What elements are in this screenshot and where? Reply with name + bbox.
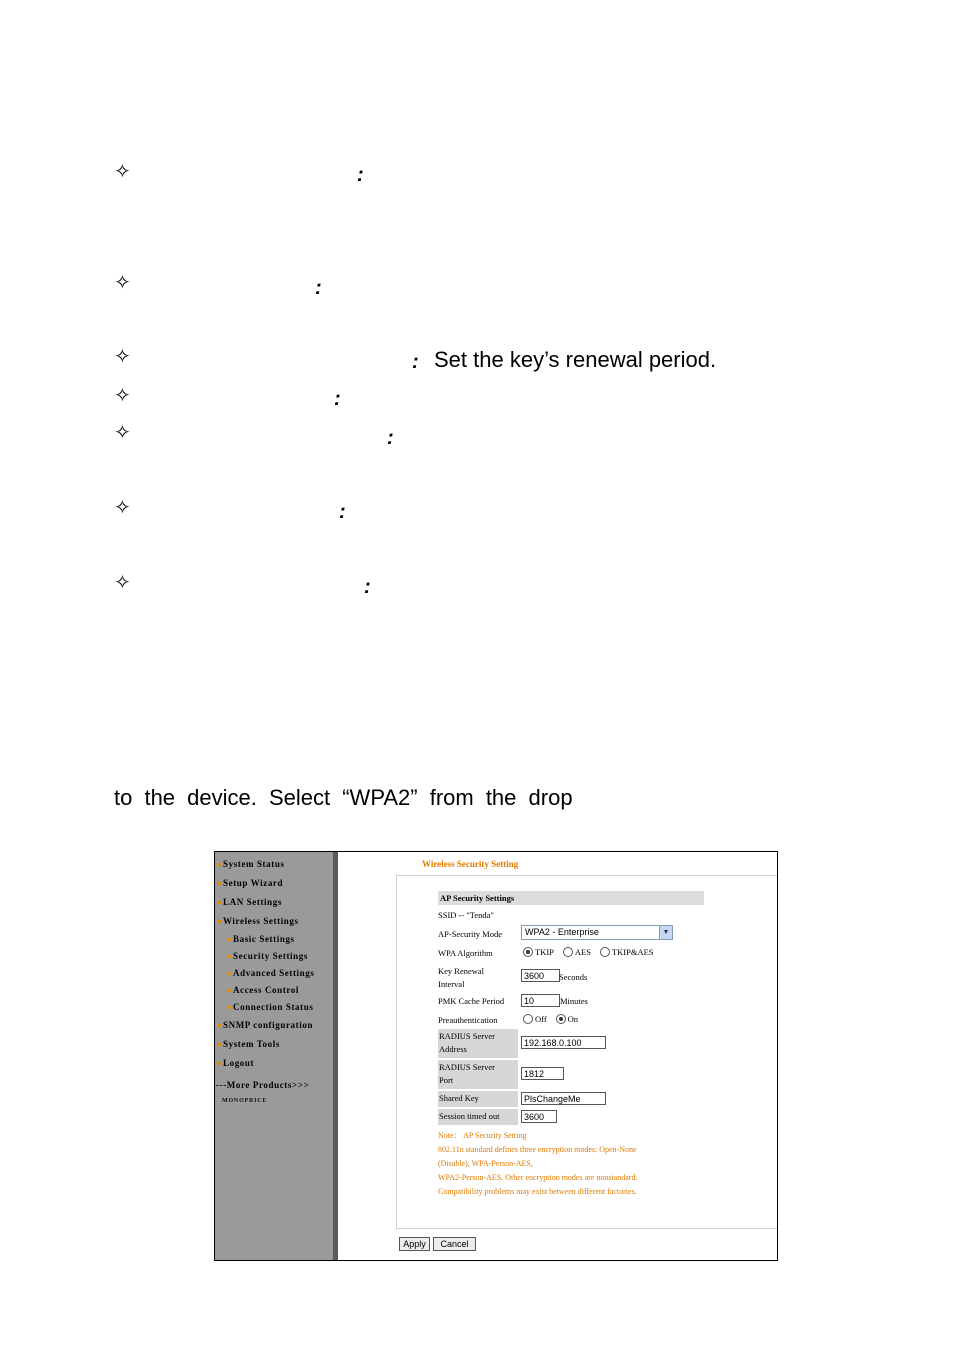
- main-panel: [338, 852, 777, 1260]
- sidebar-item-system-status[interactable]: System Status: [218, 859, 285, 869]
- monoprice-logo: MONOPRICE: [222, 1098, 268, 1104]
- page-title: Wireless Security Setting: [422, 859, 519, 869]
- bullet-dot-icon: [218, 863, 221, 866]
- pmk-input[interactable]: 10: [521, 994, 560, 1007]
- key-renewal-input[interactable]: 3600: [521, 969, 560, 982]
- radius-port-input[interactable]: 1812: [521, 1067, 564, 1080]
- bullet-colon: :: [357, 164, 364, 186]
- note-line: Note： AP Security Setting: [438, 1131, 527, 1140]
- pmk-label: PMK Cache Period: [438, 996, 505, 1006]
- bullet-dot-icon: [218, 882, 221, 885]
- radio-label: Off: [535, 1014, 547, 1024]
- bullet-dot-icon: [218, 1024, 221, 1027]
- star-bullet-icon: ✧: [114, 385, 131, 407]
- key-renewal-label-line: Key Renewal: [438, 966, 485, 976]
- divider: [396, 1228, 777, 1229]
- sidebar-item-logout[interactable]: Logout: [218, 1058, 254, 1068]
- key-renewal-label-line: Interval: [438, 979, 465, 989]
- session-timeout-input[interactable]: 3600: [521, 1110, 557, 1123]
- radius-address-label: [438, 1029, 518, 1058]
- bullet-dot-icon: [228, 938, 231, 941]
- note-line: (Disable), WPA-Person-AES,: [438, 1159, 533, 1168]
- radius-port-label: [438, 1060, 518, 1089]
- radio-off[interactable]: [523, 1014, 533, 1024]
- bullet-dot-icon: [218, 920, 221, 923]
- sidebar-item-wireless-settings[interactable]: Wireless Settings: [218, 916, 299, 926]
- sidebar-item-basic-settings[interactable]: Basic Settings: [228, 934, 295, 944]
- security-mode-label: AP-Security Mode: [438, 929, 502, 939]
- star-bullet-icon: ✧: [114, 161, 131, 183]
- star-bullet-icon: ✧: [114, 422, 131, 444]
- radius-port-label-line: RADIUS Server: [439, 1062, 495, 1072]
- radio-tkip[interactable]: [523, 947, 533, 957]
- security-note: [438, 1129, 698, 1199]
- radius-address-label-line: RADIUS Server: [439, 1031, 495, 1041]
- bullet-dot-icon: [218, 901, 221, 904]
- cancel-button[interactable]: Cancel: [433, 1237, 476, 1251]
- bullet-dot-icon: [218, 1062, 221, 1065]
- ssid-label: SSID -- "Tenda": [438, 910, 494, 920]
- sidebar-item-security-settings[interactable]: Security Settings: [228, 951, 308, 961]
- bullet-colon: :: [387, 427, 394, 449]
- section-header: AP Security Settings: [438, 891, 704, 905]
- bullet-dot-icon: [228, 1006, 231, 1009]
- security-mode-select[interactable]: [521, 925, 673, 940]
- note-line: WPA2-Person-AES. Other encryption modes are nonstandard.: [438, 1173, 638, 1182]
- wpa-algorithm-label: WPA Algorithm: [438, 948, 493, 958]
- router-screenshot: [214, 851, 778, 1261]
- note-line: Compatibility problems may exist between different factories.: [438, 1187, 637, 1196]
- radio-label: TKIP&AES: [611, 947, 654, 957]
- pmk-unit: Minutes: [560, 996, 588, 1006]
- star-bullet-icon: ✧: [114, 346, 131, 368]
- bullet-colon: :: [412, 351, 419, 373]
- note-line: 802.11n standard defines three encryption modes: Open-None: [438, 1145, 637, 1154]
- session-timeout-label: Session timed out: [438, 1109, 518, 1125]
- sidebar-item-system-tools[interactable]: System Tools: [218, 1039, 280, 1049]
- shared-key-input[interactable]: PlsChangeMe: [521, 1092, 606, 1105]
- bullet-dot-icon: [228, 972, 231, 975]
- radio-tkip-aes[interactable]: [600, 947, 610, 957]
- bullet-colon: :: [334, 388, 341, 410]
- sidebar-item-lan-settings[interactable]: LAN Settings: [218, 897, 282, 907]
- bullet-colon: :: [364, 576, 371, 598]
- wpa-algorithm-options: [523, 947, 663, 957]
- key-renewal-label: [438, 966, 484, 989]
- star-bullet-icon: ✧: [114, 572, 131, 594]
- radius-address-input[interactable]: 192.168.0.100: [521, 1036, 606, 1049]
- sidebar-item-connection-status[interactable]: Connection Status: [228, 1002, 313, 1012]
- preauth-label: Preauthentication: [438, 1015, 498, 1025]
- radio-label: On: [567, 1014, 579, 1024]
- sidebar-item-advanced-settings[interactable]: Advanced Settings: [228, 968, 314, 978]
- more-products-link[interactable]: ---More Products>>>: [216, 1080, 310, 1090]
- radio-aes[interactable]: [563, 947, 573, 957]
- bullet-colon: :: [339, 501, 346, 523]
- divider: [396, 875, 777, 876]
- star-bullet-icon: ✧: [114, 497, 131, 519]
- bullet-text: Set the key’s renewal period.: [434, 347, 717, 372]
- sidebar-item-setup-wizard[interactable]: Setup Wizard: [218, 878, 283, 888]
- chevron-down-icon[interactable]: ▼: [659, 926, 672, 939]
- star-bullet-icon: ✧: [114, 272, 131, 294]
- radio-on[interactable]: [556, 1014, 566, 1024]
- sidebar-item-snmp-configuration[interactable]: SNMP configuration: [218, 1020, 313, 1030]
- security-mode-value: WPA2 - Enterprise: [525, 927, 599, 937]
- apply-button[interactable]: Apply: [399, 1237, 430, 1251]
- radio-label: TKIP: [535, 947, 554, 957]
- bullet-dot-icon: [228, 989, 231, 992]
- radius-address-label-line: Address: [439, 1044, 467, 1054]
- preauth-options: [523, 1014, 587, 1024]
- bullet-colon: :: [315, 277, 322, 299]
- shared-key-label: Shared Key: [438, 1091, 518, 1107]
- bullet-dot-icon: [218, 1043, 221, 1046]
- sidebar-item-access-control[interactable]: Access Control: [228, 985, 299, 995]
- bullet-dot-icon: [228, 955, 231, 958]
- body-paragraph: to the device. Select “WPA2” from the drop: [114, 785, 573, 810]
- divider: [396, 875, 397, 1229]
- radio-label: AES: [574, 947, 591, 957]
- key-renewal-unit: Seconds: [559, 972, 588, 982]
- radius-port-label-line: Port: [439, 1075, 454, 1085]
- sidebar: [215, 852, 333, 1260]
